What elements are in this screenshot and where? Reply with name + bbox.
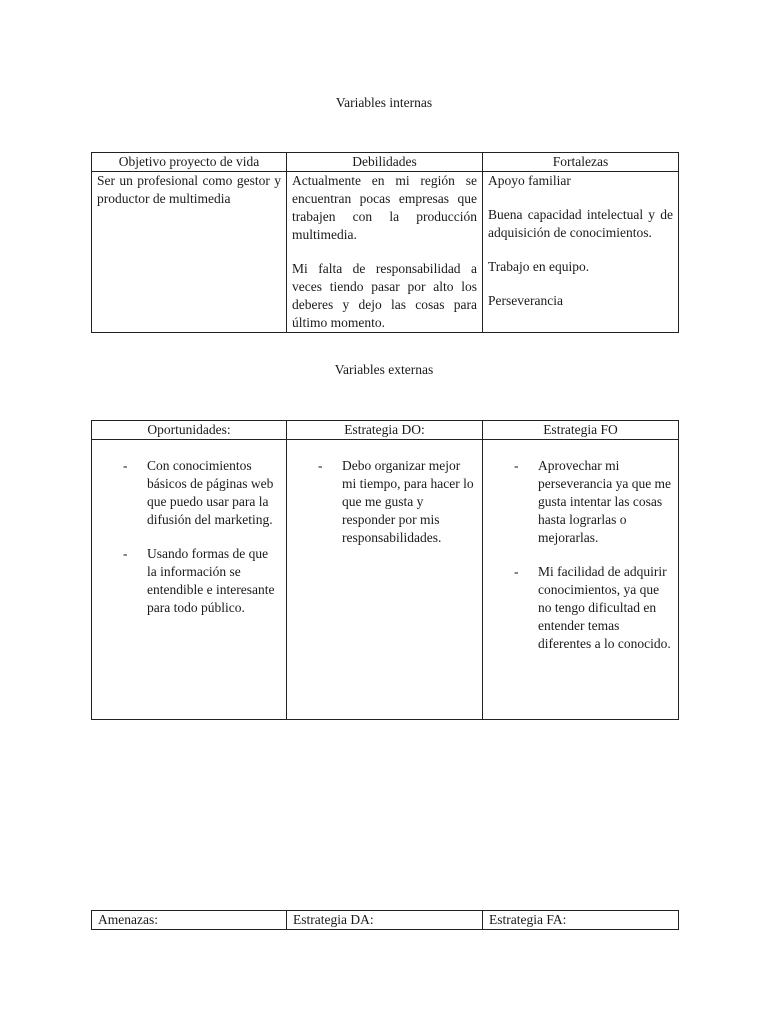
list-item: - Con conocimientos básicos de páginas web que puedo usar para la difusión del marketing. bbox=[117, 457, 281, 529]
heading-variables-externas: Variables externas bbox=[334, 362, 434, 377]
debilidad-item: Actualmente en mi región se encuentran pocas empresas que trabajen con la producción multimedia. bbox=[292, 173, 477, 242]
debilidad-item: Mi falta de responsabilidad a veces tiendo pasar por alto los deberes y dejo las cosas para último momento. bbox=[292, 261, 477, 330]
oportunidades-list bbox=[97, 457, 281, 617]
table-header-row bbox=[92, 911, 679, 930]
header-debilidades: Debilidades bbox=[287, 153, 483, 172]
header-estrategia-fo: Estrategia FO bbox=[483, 421, 679, 440]
oportunidades-cell bbox=[92, 440, 287, 720]
header-estrategia-da: Estrategia DA: bbox=[287, 911, 483, 930]
header-objetivo: Objetivo proyecto de vida bbox=[92, 153, 287, 172]
table-row bbox=[92, 172, 679, 333]
fortaleza-item: Apoyo familiar bbox=[488, 173, 571, 188]
header-estrategia-fa: Estrategia FA: bbox=[483, 911, 679, 930]
estrategia-do-list bbox=[292, 457, 477, 547]
list-item: - Debo organizar mejor mi tiempo, para hacer lo que me gusta y responder por mis responsabilidades. bbox=[312, 457, 477, 547]
fortalezas-cell bbox=[483, 172, 679, 333]
heading-variables-internas: Variables internas bbox=[335, 95, 433, 110]
list-item: - Aprovechar mi perseverancia ya que me gusta intentar las cosas hasta lograrlas o mejorarlas. bbox=[508, 457, 673, 547]
threats-table bbox=[91, 910, 679, 930]
table-header-row bbox=[92, 153, 679, 172]
objetivo-cell bbox=[92, 172, 287, 333]
header-estrategia-do: Estrategia DO: bbox=[287, 421, 483, 440]
objetivo-text: Ser un profesional como gestor y productor de multimedia bbox=[97, 173, 281, 206]
fortaleza-item: Trabajo en equipo. bbox=[488, 259, 590, 274]
fortaleza-item: Buena capacidad intelectual y de adquisición de conocimientos. bbox=[488, 207, 673, 240]
header-amenazas: Amenazas: bbox=[92, 911, 287, 930]
internal-variables-table bbox=[91, 152, 679, 333]
fortaleza-item: Perseverancia bbox=[488, 293, 563, 308]
table-row bbox=[92, 440, 679, 720]
estrategia-do-cell bbox=[287, 440, 483, 720]
table-header-row bbox=[92, 421, 679, 440]
header-oportunidades: Oportunidades: bbox=[92, 421, 287, 440]
estrategia-fo-cell bbox=[483, 440, 679, 720]
external-variables-table bbox=[91, 420, 679, 720]
debilidades-cell bbox=[287, 172, 483, 333]
header-fortalezas: Fortalezas bbox=[483, 153, 679, 172]
estrategia-fo-list bbox=[488, 457, 673, 653]
list-item: - Mi facilidad de adquirir conocimientos, ya que no tengo dificultad en entender temas diferentes a lo conocido. bbox=[508, 563, 673, 653]
list-item: - Usando formas de que la información se entendible e interesante para todo público. bbox=[117, 545, 281, 617]
